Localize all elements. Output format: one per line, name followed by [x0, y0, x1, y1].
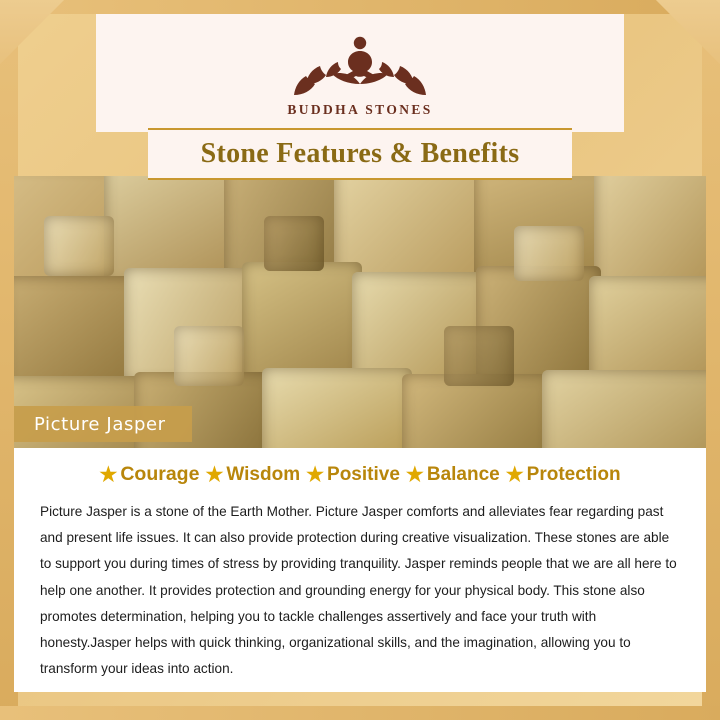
brand-logo — [96, 32, 624, 118]
keyword-label: Balance — [426, 463, 500, 485]
title-bar — [148, 128, 572, 180]
photo-caption-text: Picture Jasper — [34, 413, 166, 435]
keyword-label: Positive — [327, 463, 400, 485]
star-icon: ★ — [99, 464, 118, 486]
photo-caption — [14, 406, 192, 442]
decorative-bottom-band — [0, 706, 720, 720]
keyword-item — [506, 462, 621, 487]
benefits-panel — [14, 448, 706, 692]
star-icon: ★ — [205, 464, 224, 486]
description-text: Picture Jasper is a stone of the Earth Mother. Picture Jasper comforts and alleviates fear regarding past and present life issues. It can also provide protection during creative visualization. These stones are able to support you during times of stress by providing tranquility. Jasper reminds people that we are all here to help one another. It provides protection and grounding energy for your physical body. This stone also promotes determination, helping you to tackle challenges assertively and face your truth with honesty.Jasper helps with quick thinking, organizational skills, and the imagination, allowing you to transform your ideas into action. — [40, 504, 677, 677]
keyword-item — [306, 462, 400, 487]
star-icon: ★ — [405, 464, 424, 486]
keyword-label: Wisdom — [226, 463, 301, 485]
keyword-label: Protection — [526, 463, 621, 485]
keyword-item — [406, 462, 500, 487]
star-icon: ★ — [505, 464, 524, 486]
keyword-item — [99, 462, 199, 487]
keyword-label: Courage — [120, 463, 200, 485]
brand-name: BUDDHA STONES — [287, 102, 433, 117]
header-panel — [96, 14, 624, 132]
keyword-list — [14, 448, 706, 495]
star-icon: ★ — [306, 464, 325, 486]
keyword-item — [205, 462, 300, 487]
decorative-top-band — [0, 0, 720, 14]
lotus-meditation-icon — [294, 32, 426, 98]
page-title: Stone Features & Benefits — [200, 138, 520, 169]
